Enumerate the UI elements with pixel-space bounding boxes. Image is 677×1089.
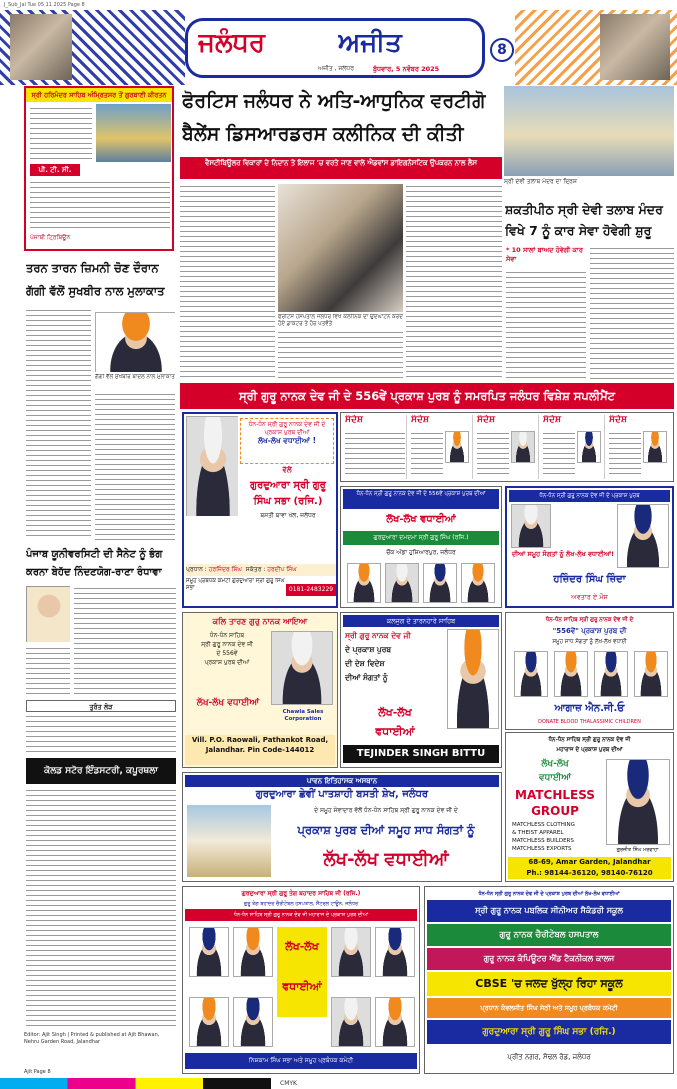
ad4-address (185, 735, 335, 765)
masthead-title-right: ਅਜੀਤ (338, 28, 402, 58)
ad6-photo-3 (594, 651, 628, 697)
ad-singh-sabha (182, 412, 338, 608)
ad4-brand: Chawla Sales Corporation (282, 709, 324, 722)
ad5-line4: ਦੀਆਂ ਸੰਗਤਾਂ ਨੂੰ (345, 673, 388, 682)
ad9-footer: ਨਿਸ਼ਕਾਮ ਸਿੰਘ ਸਭਾ ਅਤੇ ਸਮੂਹ ਪ੍ਰਬੰਧਕ ਕਮੇਟੀ (185, 1053, 417, 1069)
ad4-address-2: Jalandhar. Pin Code-144012 (205, 746, 315, 754)
cold-store-ad: ਕੋਲਡ ਸਟੋਰ ਇੰਡਸਟਰੀ, ਕਪੂਰਥਲਾ (26, 758, 176, 784)
ad1-secretary-label: ਸਕੱਤਰ : (245, 566, 266, 573)
left-headline-1: ਤਰਨ ਤਾਰਨ ਜ਼ਿਮਨੀ ਚੋਣ ਦੌਰਾਨ (26, 261, 159, 275)
left-small-text (26, 788, 176, 1028)
ad-teg-bahadur (182, 886, 420, 1074)
main-headline-2: ਬੈਲੇਂਸ ਡਿਸਆਰਡਰਸ ਕਲੀਨਿਕ ਦੀ ਕੀਤੀ (182, 123, 464, 145)
imprint: Editor: Ajit Singh | Printed & published at Ajit Bhawan, Nehru Garden Road, Jalandhar (24, 1032, 160, 1045)
main-strap: ਵੈਸਟੀਬਿਊਲਰ ਵਿਕਾਰਾਂ ਦੇ ਨਿਦਾਨ ਤੇ ਇਲਾਜ 'ਚ ਵਰਤੇ ਜਾਣ ਵਾਲੇ ਐਡਵਾਂਸ ਡਾਇਗਨੋਸਟਿਕ ਉਪਕਰਨ ਨਾਲ ਲੈਸ (180, 157, 502, 179)
gaggi-caption: ਗੱਗੀ ਵੱਲੋਂ ਸੁਖਬੀਰ ਬਾਦਲ ਨਾਲ ਮੁਲਾਕਾਤ (95, 374, 175, 380)
guru-nanak-portrait (186, 416, 238, 516)
ad5-wish1: ਲੱਖ-ਲੱਖ (378, 706, 412, 719)
ptc-note: ਪੰਜਾਬੀ ਟ੍ਰਿਬਿਊਨ (30, 234, 71, 241)
main-caption: ਫੋਰਟਿਸ ਹਸਪਤਾਲ ਜਲੰਧਰ ਵਿਖੇ ਕਲੀਨਿਕ ਦਾ ਉਦਘਾਟਨ ਕਰਦੇ ਹੋਏ ਡਾਕਟਰ ਤੇ ਹੋਰ ਪਤਵੰਤੇ (278, 314, 403, 327)
sandesh-5 (607, 415, 671, 479)
page-number: 8 (490, 38, 514, 62)
devi-col-1 (506, 270, 586, 380)
ad2-photo-2 (385, 563, 419, 603)
ad7-brand1: MATCHLESS (515, 788, 595, 802)
sandesh-2-photo (445, 431, 469, 463)
devi-col-2 (590, 246, 674, 380)
color-bar-label: CMYK (280, 1080, 297, 1087)
ad10-r4: CBSE 'ਚ ਜਲਦ ਖੁੱਲ੍ਹ ਰਿਹਾ ਸਕੂਲ (427, 972, 671, 996)
ad8-wish: ਲੱਖ-ਲੱਖ ਵਧਾਈਆਂ (323, 849, 449, 870)
sandesh-1-text (345, 431, 405, 477)
ad7-wish2: ਵਧਾਈਆਂ (538, 773, 572, 783)
devi-talab-caption: ਸ੍ਰੀ ਦੇਵੀ ਤਲਾਬ ਮੰਦਰ ਦਾ ਦ੍ਰਿਸ਼ (504, 178, 577, 185)
ad5-wish2: ਵਧਾਈਆਂ (375, 725, 415, 738)
ad7-list (512, 821, 602, 855)
ad7-person: ਗੁਰਜੀਤ ਸਿੰਘ ਮਰਵਾਹਾ (616, 847, 659, 853)
ad4-line3: ਦੇ 556ਵੇਂ (216, 650, 238, 657)
ptc-label: ਪੀ. ਟੀ. ਸੀ. (30, 164, 80, 176)
pu-text-2 (26, 646, 70, 696)
ad-damdama (340, 486, 502, 608)
ad7-top: ਧੰਨ-ਧੰਨ ਸਾਹਿਬ ਸ੍ਰੀ ਗੁਰੂ ਨਾਨਕ ਦੇਵ ਜੀ (548, 737, 631, 743)
ad10-r2: ਗੁਰੂ ਨਾਨਕ ਚੈਰੀਟੇਬਲ ਹਸਪਤਾਲ (427, 924, 671, 946)
ad9-wish2: ਵਧਾਈਆਂ (282, 980, 322, 993)
ad8-top: ਪਾਵਨ ਇਤਿਹਾਸਕ ਅਸਥਾਨ (185, 775, 499, 787)
ad9-photo-4 (375, 927, 415, 977)
ad-hazinder (505, 486, 674, 608)
sandesh-5-text (609, 431, 641, 477)
ad9-photo-5 (189, 997, 229, 1047)
devi-sub: * 10 ਸਾਲਾਂ ਬਾਅਦ ਹੋਵੇਗੀ ਕਾਰ ਸੇਵਾ (506, 246, 583, 263)
ad-matchless (505, 732, 674, 882)
ad2-photo-4 (461, 563, 495, 603)
sandesh-3-photo (511, 431, 535, 463)
sandesh-4-photo (577, 431, 601, 463)
ad1-top-text: ਧੰਨ-ਧੰਨ ਸ੍ਰੀ ਗੁਰੂ ਨਾਨਕ ਦੇਵ ਜੀ ਦੇ ਪ੍ਰਕਾਸ਼ ਪੁਰਬ ਦੀਆਂ (248, 421, 326, 436)
ad2-address: ਚੌਂਕ ਅੱਡਾ ਹੁਸ਼ਿਆਰਪੁਰ, ਜਲੰਧਰ (386, 549, 456, 556)
ad1-phone: 0181-2483229 (286, 584, 336, 596)
ad1-address: ਬਸਤੀ ਬਾਵਾ ਖੇਲ, ਜਲੰਧਰ (260, 512, 316, 519)
gaggi-photo (95, 312, 175, 372)
ptc-box (24, 86, 174, 251)
ad5-lines (345, 629, 445, 703)
ad9-wish1: ਲੱਖ-ਲੱਖ (285, 940, 319, 953)
ad10-r1: ਸ੍ਰੀ ਗੁਰੂ ਨਾਨਕ ਪਬਲਿਕ ਸੀਨੀਅਰ ਸੈਕੰਡਰੀ ਸਕੂਲ (427, 900, 671, 922)
ad7-phone: Ph.: 98144-36120, 98140-76120 (526, 869, 653, 877)
turant-lod: ਤੁਰੰਤ ਲੋੜ (26, 700, 176, 712)
ad1-top (240, 418, 334, 464)
ad6-org-en: DONATE BLOOD THALASSIMIC CHILDREN (538, 719, 641, 725)
ad5-photo (447, 629, 499, 729)
ad9-line2: ਗੁਰੂ ਤੇਗ ਬਹਾਦਰ ਚੈਰੀਟੇਬਲ ਹਸਪਤਾਲ, ਸੈਂਟਰਲ ਟਾਊਨ, ਜਲੰਧਰ (243, 901, 359, 907)
sandesh-4-text (543, 431, 575, 477)
ad6-photo-4 (634, 651, 668, 697)
main-headline-1: ਫੋਰਟਿਸ ਜਲੰਧਰ ਨੇ ਅਤਿ-ਆਧੁਨਿਕ ਵਰਟੀਗੋ (182, 90, 486, 112)
ad1-secretary: ਹਰਦੀਪ ਸਿੰਘ (267, 566, 297, 573)
ad10-r6: ਗੁਰਦੁਆਰਾ ਸ੍ਰੀ ਗੁਰੂ ਸਿੰਘ ਸਭਾ (ਰਜਿ.) (427, 1020, 671, 1044)
ad7-wish1: ਲੱਖ-ਲੱਖ (541, 759, 569, 769)
ad9-photo-1 (189, 927, 229, 977)
ad4-line2: ਸ੍ਰੀ ਗੁਰੂ ਨਾਨਕ ਦੇਵ ਜੀ (201, 641, 253, 648)
ad4-guru (271, 631, 333, 705)
ad8-big: ਪ੍ਰਕਾਸ਼ ਪੁਰਬ ਦੀਆਂ ਸਮੂਹ ਸਾਧ ਸੰਗਤਾਂ ਨੂੰ (297, 823, 475, 837)
main-photo (278, 184, 403, 312)
randhawa-photo (26, 586, 70, 642)
ad1-footer: ਸਮੂਹ ਪ੍ਰਬੰਧਕ ਕਮੇਟੀ ਗੁਰਦੁਆਰਾ ਸ੍ਰੀ ਗੁਰੂ ਸਿੰਘ ਸਭਾ (186, 578, 285, 591)
devi-talab-photo (504, 86, 674, 176)
ad6-photo-2 (554, 651, 588, 697)
ad-guru-nanak-school (424, 886, 674, 1074)
ad6-mid: "556ਵੇਂ" ਪ੍ਰਕਾਸ਼ ਪੁਰਬ ਦੀ (552, 627, 627, 635)
ad1-name-1: ਗੁਰਦੁਆਰਾ ਸ੍ਰੀ ਗੁਰੂ (250, 480, 326, 491)
ad2-top: ਧੰਨ-ਧੰਨ ਸ੍ਰੀ ਗੁਰੂ ਨਾਨਕ ਦੇਵ ਜੀ ਦੇ 556ਵੇਂ ਪ੍ਰਕਾਸ਼ ਪੁਰਬ ਦੀਆਂ (343, 489, 499, 509)
temple-photo-small (600, 14, 670, 80)
ad-aahaz (505, 612, 674, 730)
ad3-sub: ਅਵਤਾਰ ਏ ਮੌਸ (571, 593, 608, 601)
ad9-photo-8 (375, 997, 415, 1047)
ad5-line3: ਦੀ ਦੇਸ਼ ਵਿਦੇਸ਼ (345, 659, 385, 668)
ptc-text (30, 106, 92, 162)
ad5-line2: ਦੇ ਪ੍ਰਕਾਸ਼ ਪੁਰਬ (345, 645, 392, 654)
ad9-photo-2 (233, 927, 273, 977)
ad4-address-1: Vill. P.O. Raowali, Pathankot Road, (191, 736, 329, 744)
classified-text (26, 714, 176, 754)
devi-headline-2: ਵਿਖੇ 7 ਨੂੰ ਕਾਰ ਸੇਵਾ ਹੋਵੇਗੀ ਸ਼ੁਰੂ (505, 223, 652, 238)
ad2-name: ਗੁਰਦੁਆਰਾ ਦਮਦਮਾ ਸ੍ਰੀ ਗੁਰੂ ਸਿੰਘ (ਰਜਿ.) (343, 531, 499, 545)
ad4-wish: ਲੱਖ-ਲੱਖ ਵਧਾਈਆਂ (196, 698, 260, 708)
ad4-title: ਕਲਿ ਤਾਰਣ ਗੁਰੁ ਨਾਨਕ ਆਇਆ (212, 617, 308, 626)
main-col-3 (406, 184, 502, 380)
ad5-name: TEJINDER SINGH BITTU (343, 745, 499, 763)
sandesh-5-photo (643, 431, 667, 463)
sandesh-3-title: ਸੰਦੇਸ਼ (477, 415, 495, 425)
ad1-wish: ਲੱਖ-ਲੱਖ ਵਧਾਈਆਂ ! (257, 436, 317, 445)
ad6-org: ਆਗਾਜ਼ ਐਨ.ਜੀ.ਓ (554, 703, 625, 714)
masthead-date: ਬੁੱਧਵਾਰ, 5 ਨਵੰਬਰ 2025 (373, 65, 440, 73)
ptc-schedule (30, 180, 170, 230)
ad-bittu (340, 612, 502, 768)
ad-chawla (182, 612, 338, 768)
ad7-contact (508, 857, 671, 879)
ad7-list-3: MATCHLESS EXPORTS (512, 846, 572, 852)
sandesh-2-text (411, 431, 443, 477)
pu-headline-2: ਕਰਨਾ ਬੇਹੱਦ ਨਿੰਦਣਯੋਗ-ਰਾਣਾ ਰੰਧਾਵਾ (26, 567, 162, 578)
ad3-guru (511, 504, 551, 548)
masthead (185, 18, 485, 78)
masthead-title-left: ਜਲੰਧਰ (198, 28, 266, 58)
supplement-bar: ਸ੍ਰੀ ਗੁਰੂ ਨਾਨਕ ਦੇਵ ਜੀ ਦੇ 556ਵੇਂ ਪ੍ਰਕਾਸ਼ ਪੁਰਬ ਨੂੰ ਸਮਰਪਿਤ ਜਲੰਧਰ ਵਿਸ਼ੇਸ਼ ਸਪਲੀਮੈਂਟ (180, 383, 674, 409)
left-col-text-2 (95, 392, 175, 540)
ad4-line1: ਧੰਨ-ਧੰਨ ਸਾਹਿਬ (209, 632, 245, 639)
left-col-text (26, 308, 91, 540)
ad9-photo-3 (331, 927, 371, 977)
sandesh-row (340, 412, 674, 482)
ptc-banner: ਸ੍ਰੀ ਹਰਿਮੰਦਰ ਸਾਹਿਬ ਅੰਮ੍ਰਿਤਸਰ ਤੋਂ ਗੁਰਬਾਣੀ ਕੀਰਤਨ (26, 88, 172, 102)
ad7-photo (606, 759, 670, 845)
ad3-name: ਹਜ਼ਿੰਦਰ ਸਿੰਘ ਜ਼ਿੰਦਾ (553, 574, 626, 585)
ad8-line: ਦੇ ਸਮੂਹ ਸੇਵਾਦਾਰ ਵੱਲੋਂ ਧੰਨ-ਧੰਨ ਸਾਹਿਬ ਸ੍ਰੀ ਗੁਰੂ ਨਾਨਕ ਦੇਵ ਜੀ ਦੇ (314, 807, 458, 814)
ad6-photo-1 (514, 651, 548, 697)
ad4-line4: ਪ੍ਰਕਾਸ਼ ਪੁਰਬ ਦੀਆਂ (204, 659, 250, 666)
ad1-from: ਵੱਲੋਂ (282, 466, 292, 474)
sandesh-3 (475, 415, 539, 479)
ad9-photo-7 (331, 997, 371, 1047)
ad7-top2: ਮਹਾਰਾਜ ਦੇ ਪ੍ਰਕਾਸ਼ ਪੁਰਬ ਦੀਆਂ (556, 747, 623, 753)
ad1-officers (186, 564, 336, 576)
ad9-photo-6 (233, 997, 273, 1047)
ad6-top: ਧੰਨ-ਧੰਨ ਸਾਹਿਬ ਸ੍ਰੀ ਗੁਰੂ ਨਾਨਕ ਦੇਵ ਜੀ ਦੇ (545, 617, 634, 623)
sandesh-5-title: ਸੰਦੇਸ਼ (609, 415, 627, 425)
ad7-address: 68-69, Amar Garden, Jalandhar (528, 858, 651, 866)
pu-text (74, 586, 176, 696)
ad2-photo-1 (347, 563, 381, 603)
ad3-wish: ਦੀਆਂ ਸਮੂਹ ਸੰਗਤਾਂ ਨੂੰ ਲੱਖ-ਲੱਖ ਵਧਾਈਆਂ! (511, 550, 615, 558)
ad5-top: ਕਲਜੁਗ ਦੇ ਤਾਰਨਹਾਰੇ ਸਾਹਿਬ (343, 615, 499, 627)
pu-headline-1: ਪੰਜਾਬ ਯੂਨੀਵਰਸਿਟੀ ਦੀ ਸੈਨੇਟ ਨੂੰ ਭੰਗ (26, 549, 163, 560)
ad-chhevin (182, 772, 502, 882)
ad2-photo-3 (423, 563, 457, 603)
ad1-president-label: ਪ੍ਰਧਾਨ : (186, 566, 207, 573)
print-slug: J_Sub_Jal Tue 05 11 2025 Page 8 (4, 2, 85, 8)
golden-temple-photo (96, 104, 171, 162)
main-col-1 (180, 184, 275, 380)
devi-headline-1: ਸ਼ਕਤੀਪੀਠ ਸ੍ਰੀ ਦੇਵੀ ਤਲਾਬ ਮੰਦਰ (505, 202, 663, 217)
ad1-president: ਹਰਜਿੰਦਰ ਸਿੰਘ (208, 566, 242, 573)
ad1-name-2: ਸਿੰਘ ਸਭਾ (ਰਜਿ.) (253, 496, 323, 507)
ad8-gurdwara-photo (187, 805, 271, 877)
ad10-r7: ਪ੍ਰੀਤ ਨਗਰ, ਸੋਢਲ ਰੋਡ, ਜਲੰਧਰ (507, 1053, 591, 1061)
ad7-brand2: GROUP (531, 804, 579, 818)
main-col-2b (278, 330, 403, 380)
ad9-top: ਗੁਰਦੁਆਰਾ ਸ੍ਰੀ ਗੁਰੂ ਤੇਗ ਬਹਾਦਰ ਸਾਹਿਬ ਜੀ (ਰਜਿ.) (241, 890, 361, 897)
ad10-top: ਧੰਨ-ਧੰਨ ਸ੍ਰੀ ਗੁਰੂ ਨਾਨਕ ਦੇਵ ਜੀ ਦੇ ਪ੍ਰਕਾਸ਼ ਪੁਰਬ ਦੀਆਂ ਲੱਖ-ਲੱਖ ਵਧਾਈਆਂ (478, 891, 620, 897)
ad10-r3: ਗੁਰੂ ਨਾਨਕ ਕੰਪਿਊਟਰ ਐਂਡ ਟੈਕਨੀਕਲ ਕਾਲਜ (427, 948, 671, 970)
ad7-list-0: MATCHLESS CLOTHING (512, 822, 575, 828)
sandesh-1-title: ਸੰਦੇਸ਼ (345, 415, 363, 425)
imprint-page: Ajit Page 8 (24, 1069, 51, 1075)
sandesh-2 (409, 415, 473, 479)
masthead-sub: ਅਜੀਤ , ਜਲੰਧਰ (318, 65, 354, 72)
ad3-photo (617, 504, 669, 568)
ad6-line: ਸਮੂਹ ਸਾਧ ਸੰਗਤਾਂ ਨੂੰ ਲੱਖ-ਲੱਖ ਵਧਾਈ (552, 639, 627, 645)
sandesh-2-title: ਸੰਦੇਸ਼ (411, 415, 429, 425)
sandesh-4-title: ਸੰਦੇਸ਼ (543, 415, 561, 425)
ad9-line3: ਧੰਨ-ਧੰਨ ਸਾਹਿਬ ਸ੍ਰੀ ਗੁਰੂ ਨਾਨਕ ਦੇਵ ਜੀ ਮਹਾਰਾਜ ਦੇ ਪ੍ਰਕਾਸ਼ ਪੁਰਬ ਦੀਆਂ (185, 909, 417, 921)
building-photo (10, 14, 72, 80)
ad9-wish-box (277, 927, 327, 1017)
ad5-line1: ਸ੍ਰੀ ਗੁਰੂ ਨਾਨਕ ਦੇਵ ਜੀ (345, 631, 411, 640)
sandesh-4 (541, 415, 605, 479)
ad2-wish: ਲੱਖ-ਲੱਖ ਵਧਾਈਆਂ (386, 514, 456, 525)
ad4-lines (187, 631, 267, 691)
left-headline-2: ਗੱਗੀ ਵੱਲੋਂ ਸੁਖਬੀਰ ਨਾਲ ਮੁਲਾਕਾਤ (26, 284, 165, 298)
ad7-list-2: MATCHLESS BUILDERS (512, 838, 574, 844)
ad8-name: ਗੁਰਦੁਆਰਾ ਛੇਵੀਂ ਪਾਤਸ਼ਾਹੀ ਬਸਤੀ ਸ਼ੇਖ, ਜਲੰਧਰ (255, 789, 429, 800)
ad3-top: ਧੰਨ-ਧੰਨ ਸ੍ਰੀ ਗੁਰੂ ਨਾਨਕ ਦੇਵ ਜੀ ਦੇ ਪ੍ਰਕਾਸ਼ ਪੁਰਬ (509, 490, 670, 502)
sandesh-1 (343, 415, 407, 479)
ad7-list-1: & THEIST APPAREL (512, 830, 564, 836)
ad10-r5: ਪ੍ਰਧਾਨ ਕੰਵਲਜੀਤ ਸਿੰਘ ਸੇਠੀ ਅਤੇ ਸਮੂਹ ਪ੍ਰਬੰਧਕ ਕਮੇਟੀ (427, 998, 671, 1018)
sandesh-3-text (477, 431, 509, 477)
